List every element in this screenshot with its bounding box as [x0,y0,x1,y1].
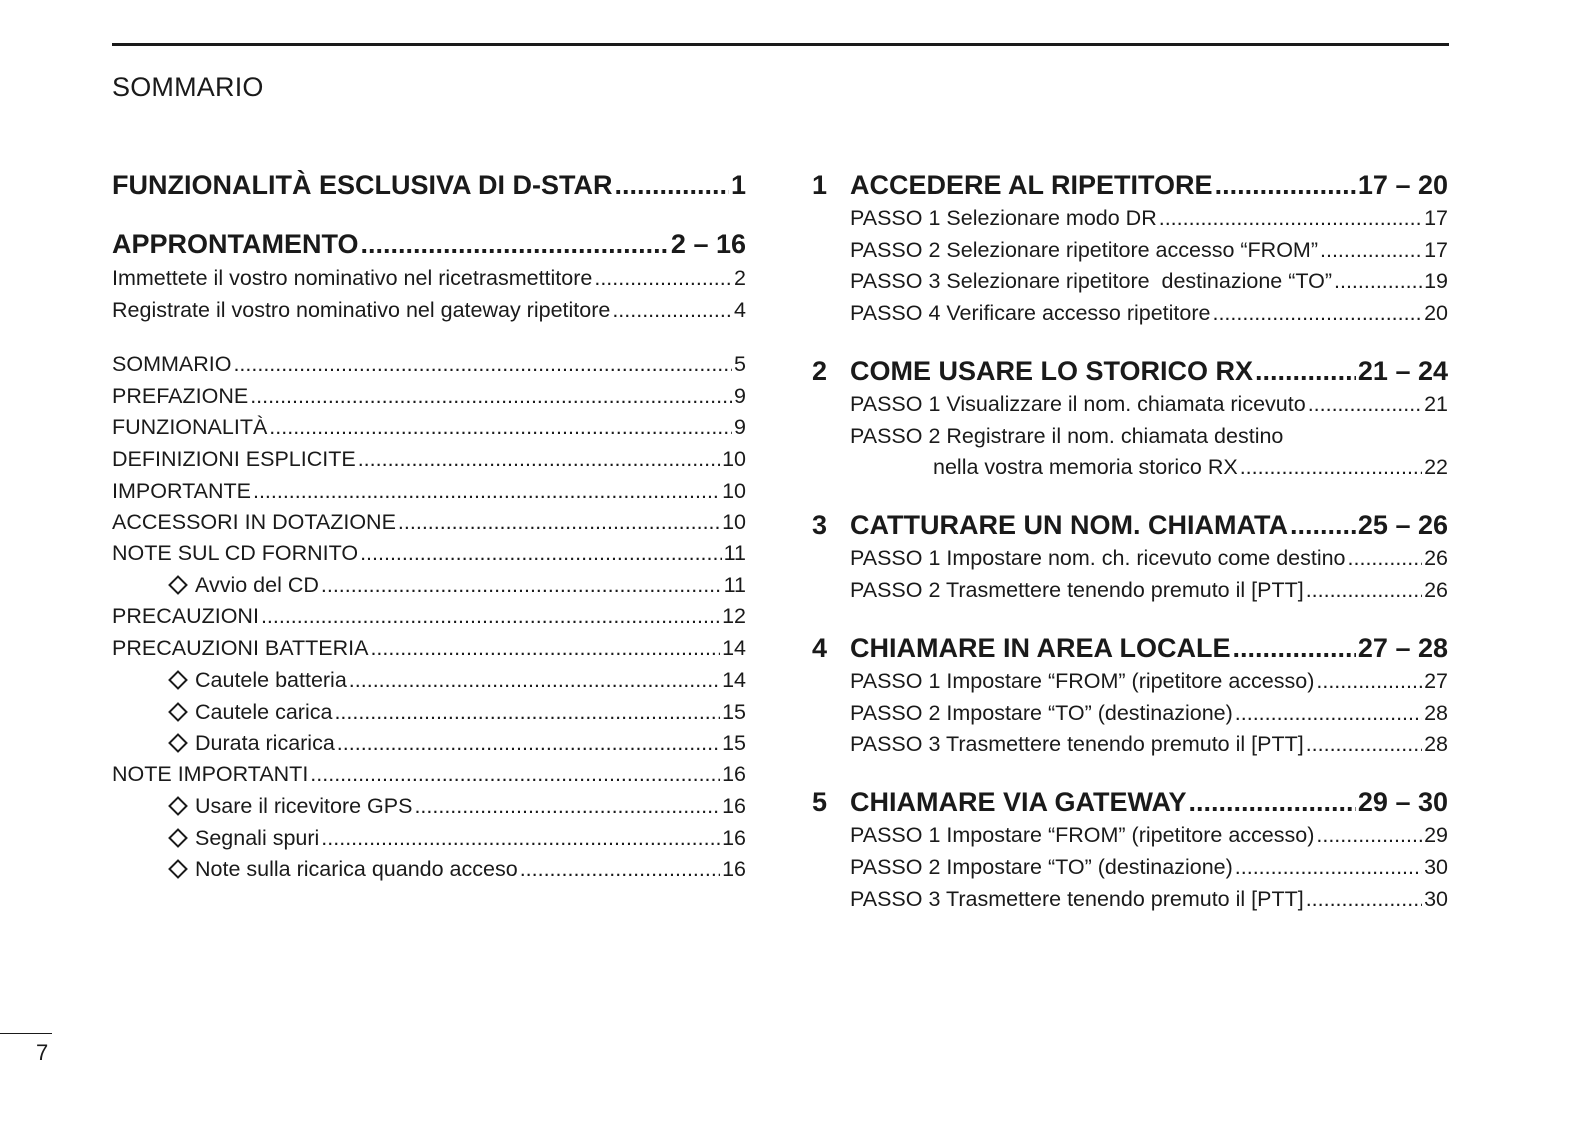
step-item[interactable] [850,301,1448,329]
toc-item-label: Registrate il vostro nominativo nel gateway ripetitore [112,298,611,322]
diamond-bullet-icon [168,575,188,595]
diamond-bullet-icon [168,733,188,753]
step-label: PASSO 1 Impostare “FROM” (ripetitore accesso) [850,669,1315,693]
chapter-4-heading[interactable] [812,633,1448,667]
leader-dots [370,636,720,661]
step-label: PASSO 3 Selezionare ripetitore destinazione “TO” [850,269,1332,293]
step-item[interactable] [850,238,1448,266]
chapter-pages: 17 – 20 [1357,170,1448,200]
toc-item[interactable] [112,384,746,412]
step-label: PASSO 4 Verificare accesso ripetitore [850,301,1211,325]
chapter-pages: 25 – 26 [1357,510,1448,540]
step-label: PASSO 2 Selezionare ripetitore accesso “FROM” [850,238,1318,262]
toc-item-page: 10 [722,479,746,503]
chapter-title: CHIAMARE IN AREA LOCALE [850,633,1231,663]
toc-item-label: FUNZIONALITÀ [112,415,268,439]
toc-item-label: PREFAZIONE [112,384,249,408]
leader-dots [1308,392,1422,417]
step-page: 22 [1424,455,1448,479]
chapter-number: 4 [812,633,828,663]
toc-item-page: 11 [723,541,746,565]
toc-item[interactable] [112,636,746,664]
toc-item[interactable] [112,266,746,294]
step-page: 26 [1424,578,1448,602]
step-label: PASSO 1 Visualizzare il nom. chiamata ricevuto [850,392,1306,416]
step-label: PASSO 1 Impostare “FROM” (ripetitore accesso) [850,823,1315,847]
step-page: 17 [1424,206,1448,230]
leader-dots [1306,578,1422,603]
top-rule [112,43,1449,46]
step-item[interactable] [850,669,1448,697]
toc-item-page: 14 [722,636,746,660]
step-label: PASSO 1 Selezionare modo DR [850,206,1157,230]
toc-section-dstar[interactable] [112,170,746,204]
toc-item[interactable] [112,479,746,507]
toc-section-title: FUNZIONALITÀ ESCLUSIVA DI D-STAR [112,170,613,200]
chapter-5-heading[interactable] [812,787,1448,821]
toc-item[interactable] [112,447,746,475]
leader-dots [334,700,720,725]
leader-dots [321,573,722,598]
chapter-pages: 21 – 24 [1357,356,1448,386]
step-label[interactable]: PASSO 2 Registrare il nom. chiamata destino [850,424,1284,448]
leader-dots [612,298,732,323]
leader-dots [1233,633,1356,664]
step-page: 28 [1424,701,1448,725]
diamond-bullet-icon [168,859,188,879]
chapter-pages: 27 – 28 [1357,633,1448,663]
step-label: PASSO 3 Trasmettere tenendo premuto il [PTT] [850,887,1304,911]
leader-dots [1320,238,1422,263]
toc-subitem[interactable] [167,794,746,822]
leader-dots [250,384,732,409]
step-item[interactable] [850,701,1448,729]
step-page: 20 [1424,301,1448,325]
step-label: PASSO 3 Trasmettere tenendo premuto il [PTT] [850,732,1304,756]
step-page: 19 [1424,269,1448,293]
toc-section-pages: 2 – 16 [670,229,746,259]
toc-item[interactable] [112,762,746,790]
leader-dots [1316,669,1422,694]
leader-dots [337,731,720,756]
chapter-2-heading[interactable] [812,356,1448,390]
toc-item-page: 15 [722,700,746,724]
toc-subitem[interactable] [167,731,746,759]
toc-item-label: NOTE SUL CD FORNITO [112,541,359,565]
chapter-title: ACCEDERE AL RIPETITORE [850,170,1213,200]
leader-dots [253,479,720,504]
leader-dots [594,266,732,291]
step-item[interactable] [850,578,1448,606]
toc-item-label: Cautele batteria [195,668,347,692]
leader-dots [1306,887,1422,912]
toc-section-approntamento[interactable] [112,229,746,263]
toc-section-title: APPRONTAMENTO [112,229,359,259]
step-item[interactable] [850,392,1448,420]
step-label-continuation: nella vostra memoria storico RX [933,455,1238,479]
toc-subitem[interactable] [167,573,746,601]
leader-dots [321,826,720,851]
step-page: 28 [1424,732,1448,756]
leader-dots [1240,455,1422,480]
toc-item-label: IMPORTANTE [112,479,251,503]
toc-item-page: 5 [734,352,746,376]
toc-item-label: PRECAUZIONI BATTERIA [112,636,369,660]
leader-dots [414,794,720,819]
toc-item-label: Cautele carica [195,700,333,724]
toc-subitem[interactable] [167,826,746,854]
toc-item-label: Durata ricarica [195,731,335,755]
leader-dots [1189,787,1356,818]
leader-dots [349,668,720,693]
toc-item[interactable] [112,510,746,538]
toc-item-page: 16 [722,826,746,850]
leader-dots [358,447,720,472]
toc-item-page: 14 [722,668,746,692]
diamond-bullet-icon [168,670,188,690]
step-item[interactable] [850,887,1448,915]
leader-dots [269,415,732,440]
chapter-1-heading[interactable] [812,170,1448,204]
step-page: 21 [1424,392,1448,416]
toc-item-label: Usare il ricevitore GPS [195,794,413,818]
chapter-number: 1 [812,170,828,200]
toc-subitem[interactable] [167,700,746,728]
chapter-title: CHIAMARE VIA GATEWAY [850,787,1187,817]
toc-item-page: 16 [722,794,746,818]
toc-item-page: 11 [723,573,746,597]
footer-rule [0,1033,52,1034]
chapter-title: CATTURARE UN NOM. CHIAMATA [850,510,1288,540]
toc-item-label: SOMMARIO [112,352,232,376]
step-label: PASSO 2 Trasmettere tenendo premuto il [PTT] [850,578,1304,602]
toc-item-page: 9 [734,384,746,408]
toc-item[interactable] [112,604,746,632]
toc-item[interactable] [112,298,746,326]
toc-item-page: 9 [734,415,746,439]
chapter-number: 5 [812,787,828,817]
step-label: PASSO 2 Impostare “TO” (destinazione) [850,855,1233,879]
chapter-pages: 29 – 30 [1357,787,1448,817]
diamond-bullet-icon [168,702,188,722]
toc-subitem[interactable] [167,857,746,885]
toc-item[interactable] [112,541,746,569]
step-page: 30 [1424,855,1448,879]
toc-item-label: ACCESSORI IN DOTAZIONE [112,510,396,534]
toc-item-page: 4 [734,298,746,322]
leader-dots [1334,269,1422,294]
leader-dots [1212,301,1422,326]
toc-item-page: 16 [722,762,746,786]
toc-item[interactable] [112,352,746,380]
chapter-number: 3 [812,510,828,540]
leader-dots [1255,356,1356,387]
leader-dots [310,762,720,787]
leader-dots [1306,732,1422,757]
toc-item-page: 10 [722,510,746,534]
step-page: 30 [1424,887,1448,911]
toc-item-label: DEFINIZIONI ESPLICITE [112,447,356,471]
step-item-continuation[interactable] [933,455,1448,483]
toc-item-label: Avvio del CD [195,573,319,597]
step-page: 27 [1424,669,1448,693]
step-label: PASSO 2 Impostare “TO” (destinazione) [850,701,1233,725]
toc-item-label: Immettete il vostro nominativo nel ricetrasmettitore [112,266,593,290]
step-item[interactable] [850,269,1448,297]
leader-dots [520,857,720,882]
step-page: 17 [1424,238,1448,262]
toc-item[interactable] [112,415,746,443]
leader-dots [261,604,720,629]
toc-item-page: 15 [722,731,746,755]
chapter-title: COME USARE LO STORICO RX [850,356,1254,386]
page-number: 7 [36,1040,49,1065]
toc-item-page: 10 [722,447,746,471]
toc-item-page: 16 [722,857,746,881]
step-item[interactable] [850,855,1448,883]
toc-item-page: 2 [734,266,746,290]
leader-dots [1290,510,1356,541]
leader-dots [1348,546,1423,571]
toc-item-page: 12 [722,604,746,628]
step-item[interactable] [850,732,1448,760]
chapter-number: 2 [812,356,828,386]
step-item[interactable] [850,823,1448,851]
leader-dots [360,541,722,566]
leader-dots [398,510,720,535]
toc-subitem[interactable] [167,668,746,696]
toc-item-label: PRECAUZIONI [112,604,259,628]
chapter-3-heading[interactable] [812,510,1448,544]
step-page: 26 [1424,546,1448,570]
leader-dots [1215,170,1356,201]
leader-dots [614,170,728,201]
leader-dots [361,229,669,260]
step-item[interactable] [850,546,1448,574]
diamond-bullet-icon [168,828,188,848]
leader-dots [233,352,732,377]
leader-dots [1159,206,1422,231]
step-label: PASSO 1 Impostare nom. ch. ricevuto come destino [850,546,1346,570]
step-page: 29 [1424,823,1448,847]
leader-dots [1235,701,1422,726]
leader-dots [1235,855,1422,880]
diamond-bullet-icon [168,796,188,816]
toc-item-label: NOTE IMPORTANTI [112,762,309,786]
toc-section-pages: 1 [730,170,746,200]
page-title: SOMMARIO [112,72,264,102]
step-item[interactable] [850,206,1448,234]
toc-item-label: Note sulla ricarica quando acceso [195,857,518,881]
toc-item-label: Segnali spuri [195,826,320,850]
leader-dots [1316,823,1422,848]
